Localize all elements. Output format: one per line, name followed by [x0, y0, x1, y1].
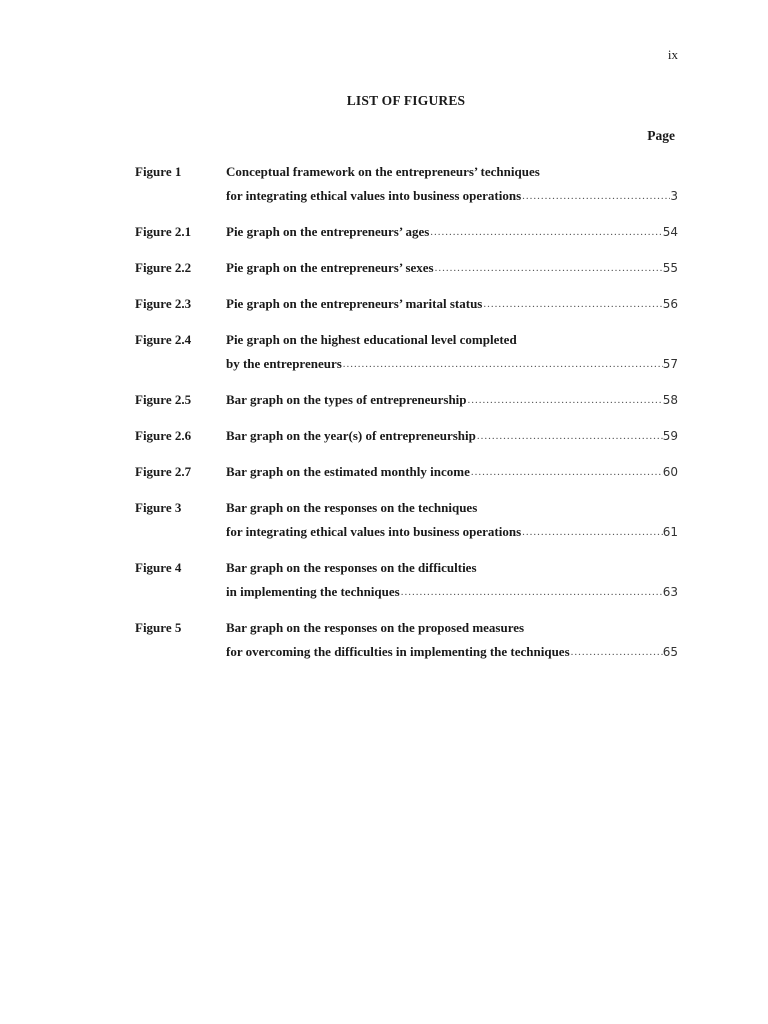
dot-leader [434, 256, 663, 280]
figure-entry[interactable] [135, 256, 678, 280]
figure-caption [226, 328, 678, 376]
figure-page-number: 65 [662, 645, 678, 659]
caption-line: Pie graph on the entrepreneurs’ marital status [226, 296, 483, 311]
caption-line: Conceptual framework on the entrepreneurs’ techniques [226, 164, 540, 179]
caption-line: Pie graph on the entrepreneurs’ ages [226, 224, 430, 239]
caption-line: Pie graph on the highest educational level completed [226, 332, 517, 347]
caption-line: Bar graph on the responses on the proposed measures [226, 620, 525, 635]
dot-leader [342, 352, 663, 376]
caption-line: by the entrepreneurs [226, 356, 342, 371]
figure-entry[interactable] [135, 388, 678, 412]
caption-line: Bar graph on the year(s) of entrepreneurship [226, 428, 476, 443]
figure-page-number: 3 [670, 189, 678, 203]
figure-list [135, 160, 678, 676]
figure-caption [226, 388, 678, 412]
figure-page-number: 58 [662, 393, 678, 407]
figure-label: Figure 2.5 [135, 392, 192, 407]
dot-leader [482, 292, 662, 316]
dot-leader [470, 460, 663, 484]
dot-leader [570, 640, 663, 664]
figure-page-number: 54 [662, 225, 678, 239]
figure-label: Figure 4 [135, 560, 182, 575]
dot-leader [476, 424, 663, 448]
figure-caption [226, 220, 678, 244]
caption-line: Bar graph on the responses on the difficulties [226, 560, 477, 575]
caption-line: for integrating ethical values into business operations [226, 524, 522, 539]
caption-line: for overcoming the difficulties in implementing the techniques [226, 644, 570, 659]
page-column-header: Page [647, 128, 675, 143]
figure-page-number: 57 [662, 357, 678, 371]
figure-label: Figure 3 [135, 500, 182, 515]
dot-leader [521, 520, 663, 544]
figure-entry[interactable] [135, 616, 678, 664]
figure-entry[interactable] [135, 460, 678, 484]
figure-entry[interactable] [135, 220, 678, 244]
figure-label: Figure 2.2 [135, 260, 192, 275]
figure-caption [226, 256, 678, 280]
dot-leader [429, 220, 662, 244]
figure-entry[interactable] [135, 292, 678, 316]
figure-page-number: 56 [662, 297, 678, 311]
dot-leader [521, 184, 670, 208]
caption-line: Pie graph on the entrepreneurs’ sexes [226, 260, 434, 275]
figure-page-number: 59 [662, 429, 678, 443]
figure-label: Figure 2.7 [135, 464, 192, 479]
figure-entry[interactable] [135, 328, 678, 376]
figure-page-number: 63 [662, 585, 678, 599]
figure-label: Figure 5 [135, 620, 182, 635]
figure-caption [226, 424, 678, 448]
figure-entry[interactable] [135, 496, 678, 544]
figure-label: Figure 2.1 [135, 224, 192, 239]
page-number: ix [667, 47, 678, 62]
caption-line: Bar graph on the responses on the techniques [226, 500, 478, 515]
page-title: LIST OF FIGURES [346, 93, 466, 108]
figure-label: Figure 1 [135, 164, 182, 179]
figure-label: Figure 2.6 [135, 428, 192, 443]
figure-label: Figure 2.3 [135, 296, 192, 311]
figure-page-number: 61 [662, 525, 678, 539]
dot-leader [400, 580, 663, 604]
figure-caption [226, 160, 678, 208]
figure-entry[interactable] [135, 556, 678, 604]
caption-line: Bar graph on the types of entrepreneurship [226, 392, 467, 407]
dot-leader [467, 388, 663, 412]
figure-caption [226, 556, 678, 604]
caption-line: for integrating ethical values into business operations [226, 188, 522, 203]
figure-entry[interactable] [135, 424, 678, 448]
caption-line: in implementing the techniques [226, 584, 400, 599]
figure-caption [226, 292, 678, 316]
figure-caption [226, 616, 678, 664]
figure-page-number: 60 [662, 465, 678, 479]
figure-caption [226, 496, 678, 544]
figure-page-number: 55 [662, 261, 678, 275]
figure-label: Figure 2.4 [135, 332, 192, 347]
caption-line: Bar graph on the estimated monthly income [226, 464, 470, 479]
figure-caption [226, 460, 678, 484]
figure-entry[interactable] [135, 160, 678, 208]
